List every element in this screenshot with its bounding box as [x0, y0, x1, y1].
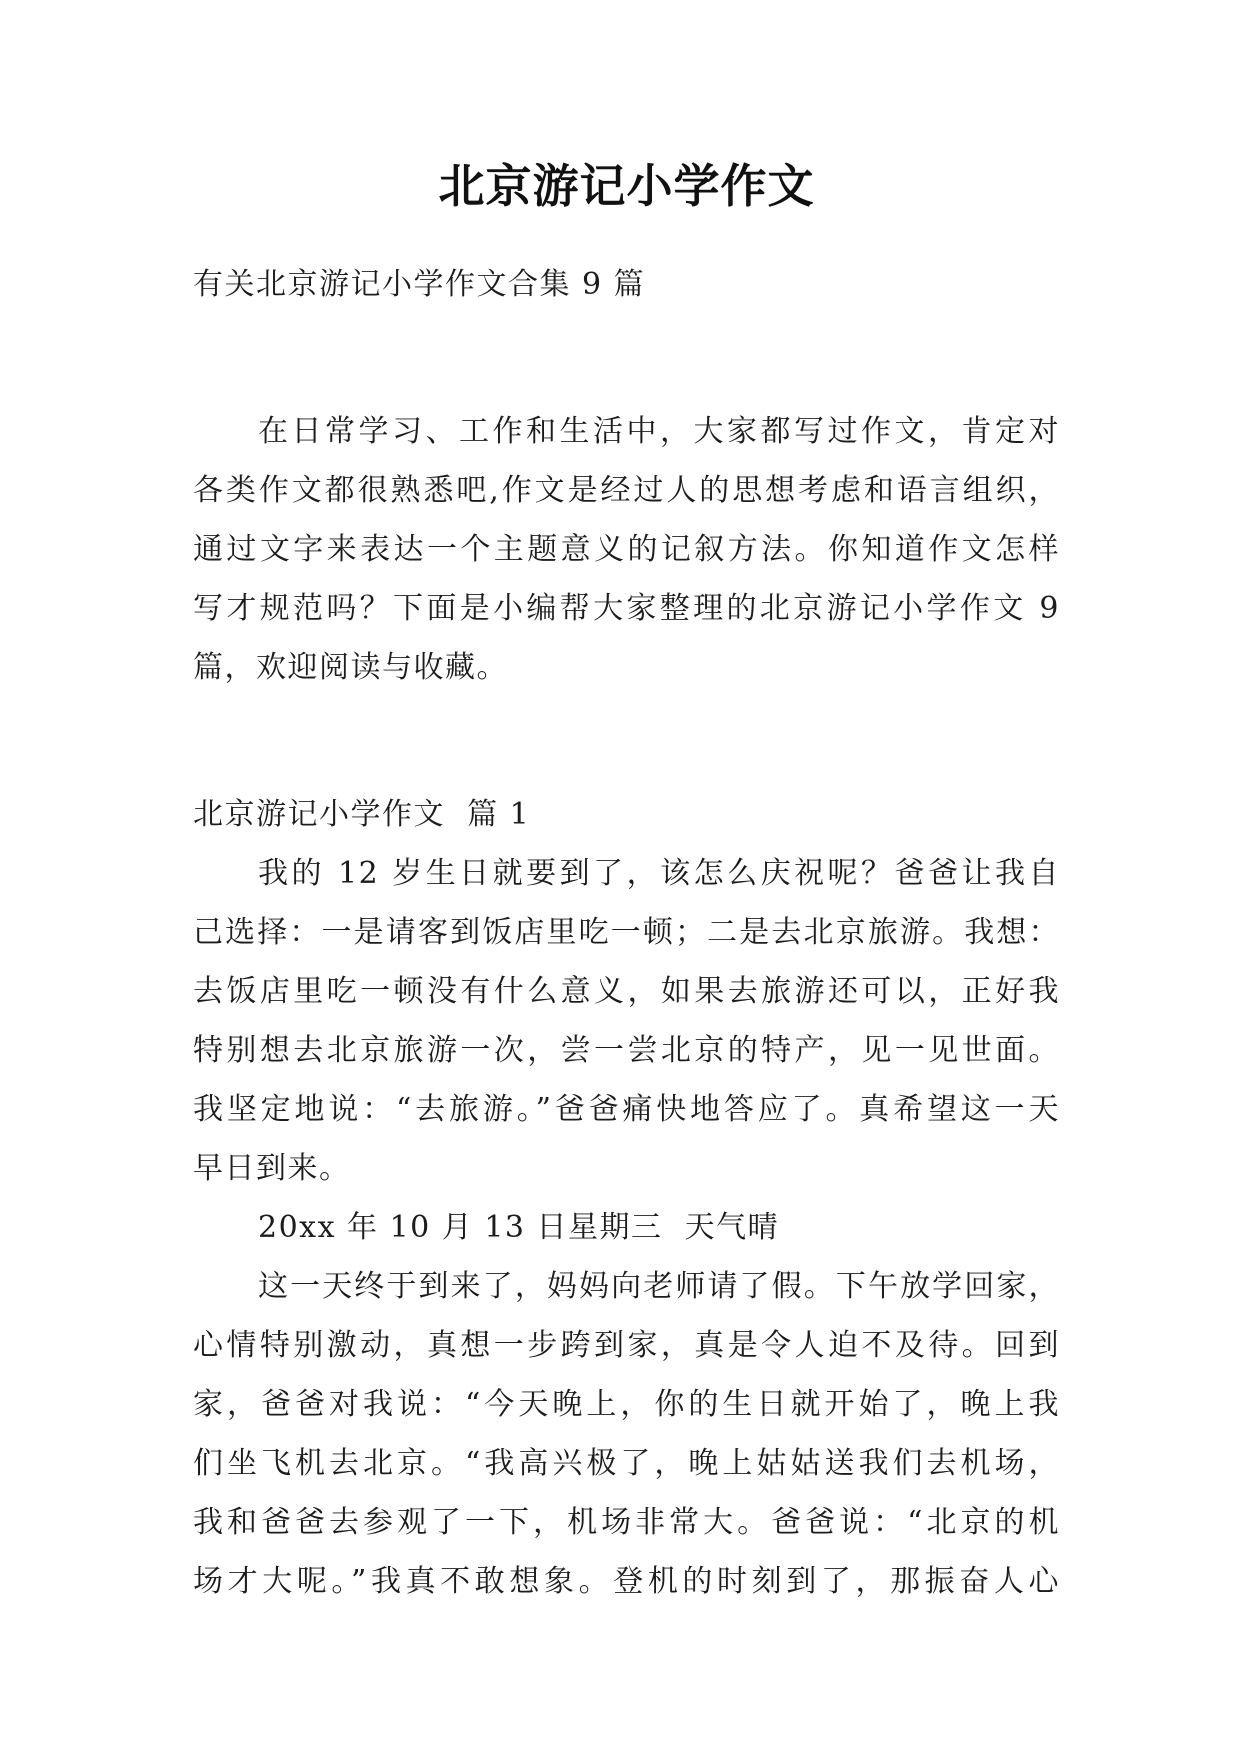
paragraph-line: 在日常学习、工作和生活中，大家都写过作文，肯定对 — [258, 414, 1060, 449]
paragraph-line: 我坚定地说：“去旅游。”爸爸痛快地答应了。真希望这一天 — [193, 1092, 1060, 1127]
paragraph-line: 写才规范吗？下面是小编帮大家整理的北京游记小学作文 9 — [193, 591, 1060, 626]
document-body — [193, 150, 1060, 1611]
paragraph-line: 特别想去北京旅游一次，尝一尝北京的特产，见一见世面。 — [193, 1033, 1060, 1068]
paragraph-line: 心情特别激动，真想一步跨到家，真是令人迫不及待。回到 — [193, 1328, 1060, 1363]
paragraph-line: 通过文字来表达一个主题意义的记叙方法。你知道作文怎样 — [193, 532, 1060, 567]
intro-paragraph — [193, 402, 1060, 697]
paragraph-line: 这一天终于到来了，妈妈向老师请了假。下午放学回家， — [258, 1269, 1060, 1304]
paragraph-line: 篇，欢迎阅读与收藏。 — [193, 650, 508, 685]
paragraph-line: 场才大呢。”我真不敢想象。登机的时刻到了，那振奋人心 — [193, 1564, 1060, 1599]
paragraph-line: 早日到来。 — [193, 1151, 351, 1186]
paragraph-line: 己选择：一是请客到饭店里吃一顿；二是去北京旅游。我想： — [193, 915, 1060, 950]
date-line: 20xx 年 10 月 13 日星期三 天气晴 — [258, 1210, 780, 1245]
paragraph-line: 家，爸爸对我说：“今天晚上，你的生日就开始了，晚上我 — [193, 1387, 1060, 1422]
paragraph-line: 们坐飞机去北京。“我高兴极了，晚上姑姑送我们去机场， — [193, 1446, 1060, 1481]
page-title: 北京游记小学作文 — [438, 159, 815, 213]
section-paragraph-2 — [193, 1257, 1060, 1611]
section-heading: 北京游记小学作文 篇 1 — [193, 797, 531, 832]
paragraph-line: 各类作文都很熟悉吧,作文是经过人的思想考虑和语言组织， — [193, 473, 1060, 508]
paragraph-line: 我的 12 岁生日就要到了，该怎么庆祝呢？爸爸让我自 — [258, 856, 1060, 891]
paragraph-line: 我和爸爸去参观了一下，机场非常大。爸爸说：“北京的机 — [193, 1505, 1060, 1540]
page-subtitle: 有关北京游记小学作文合集 9 篇 — [193, 267, 646, 302]
section-paragraph-1 — [193, 844, 1060, 1198]
paragraph-line: 去饭店里吃一顿没有什么意义，如果去旅游还可以，正好我 — [193, 974, 1060, 1009]
